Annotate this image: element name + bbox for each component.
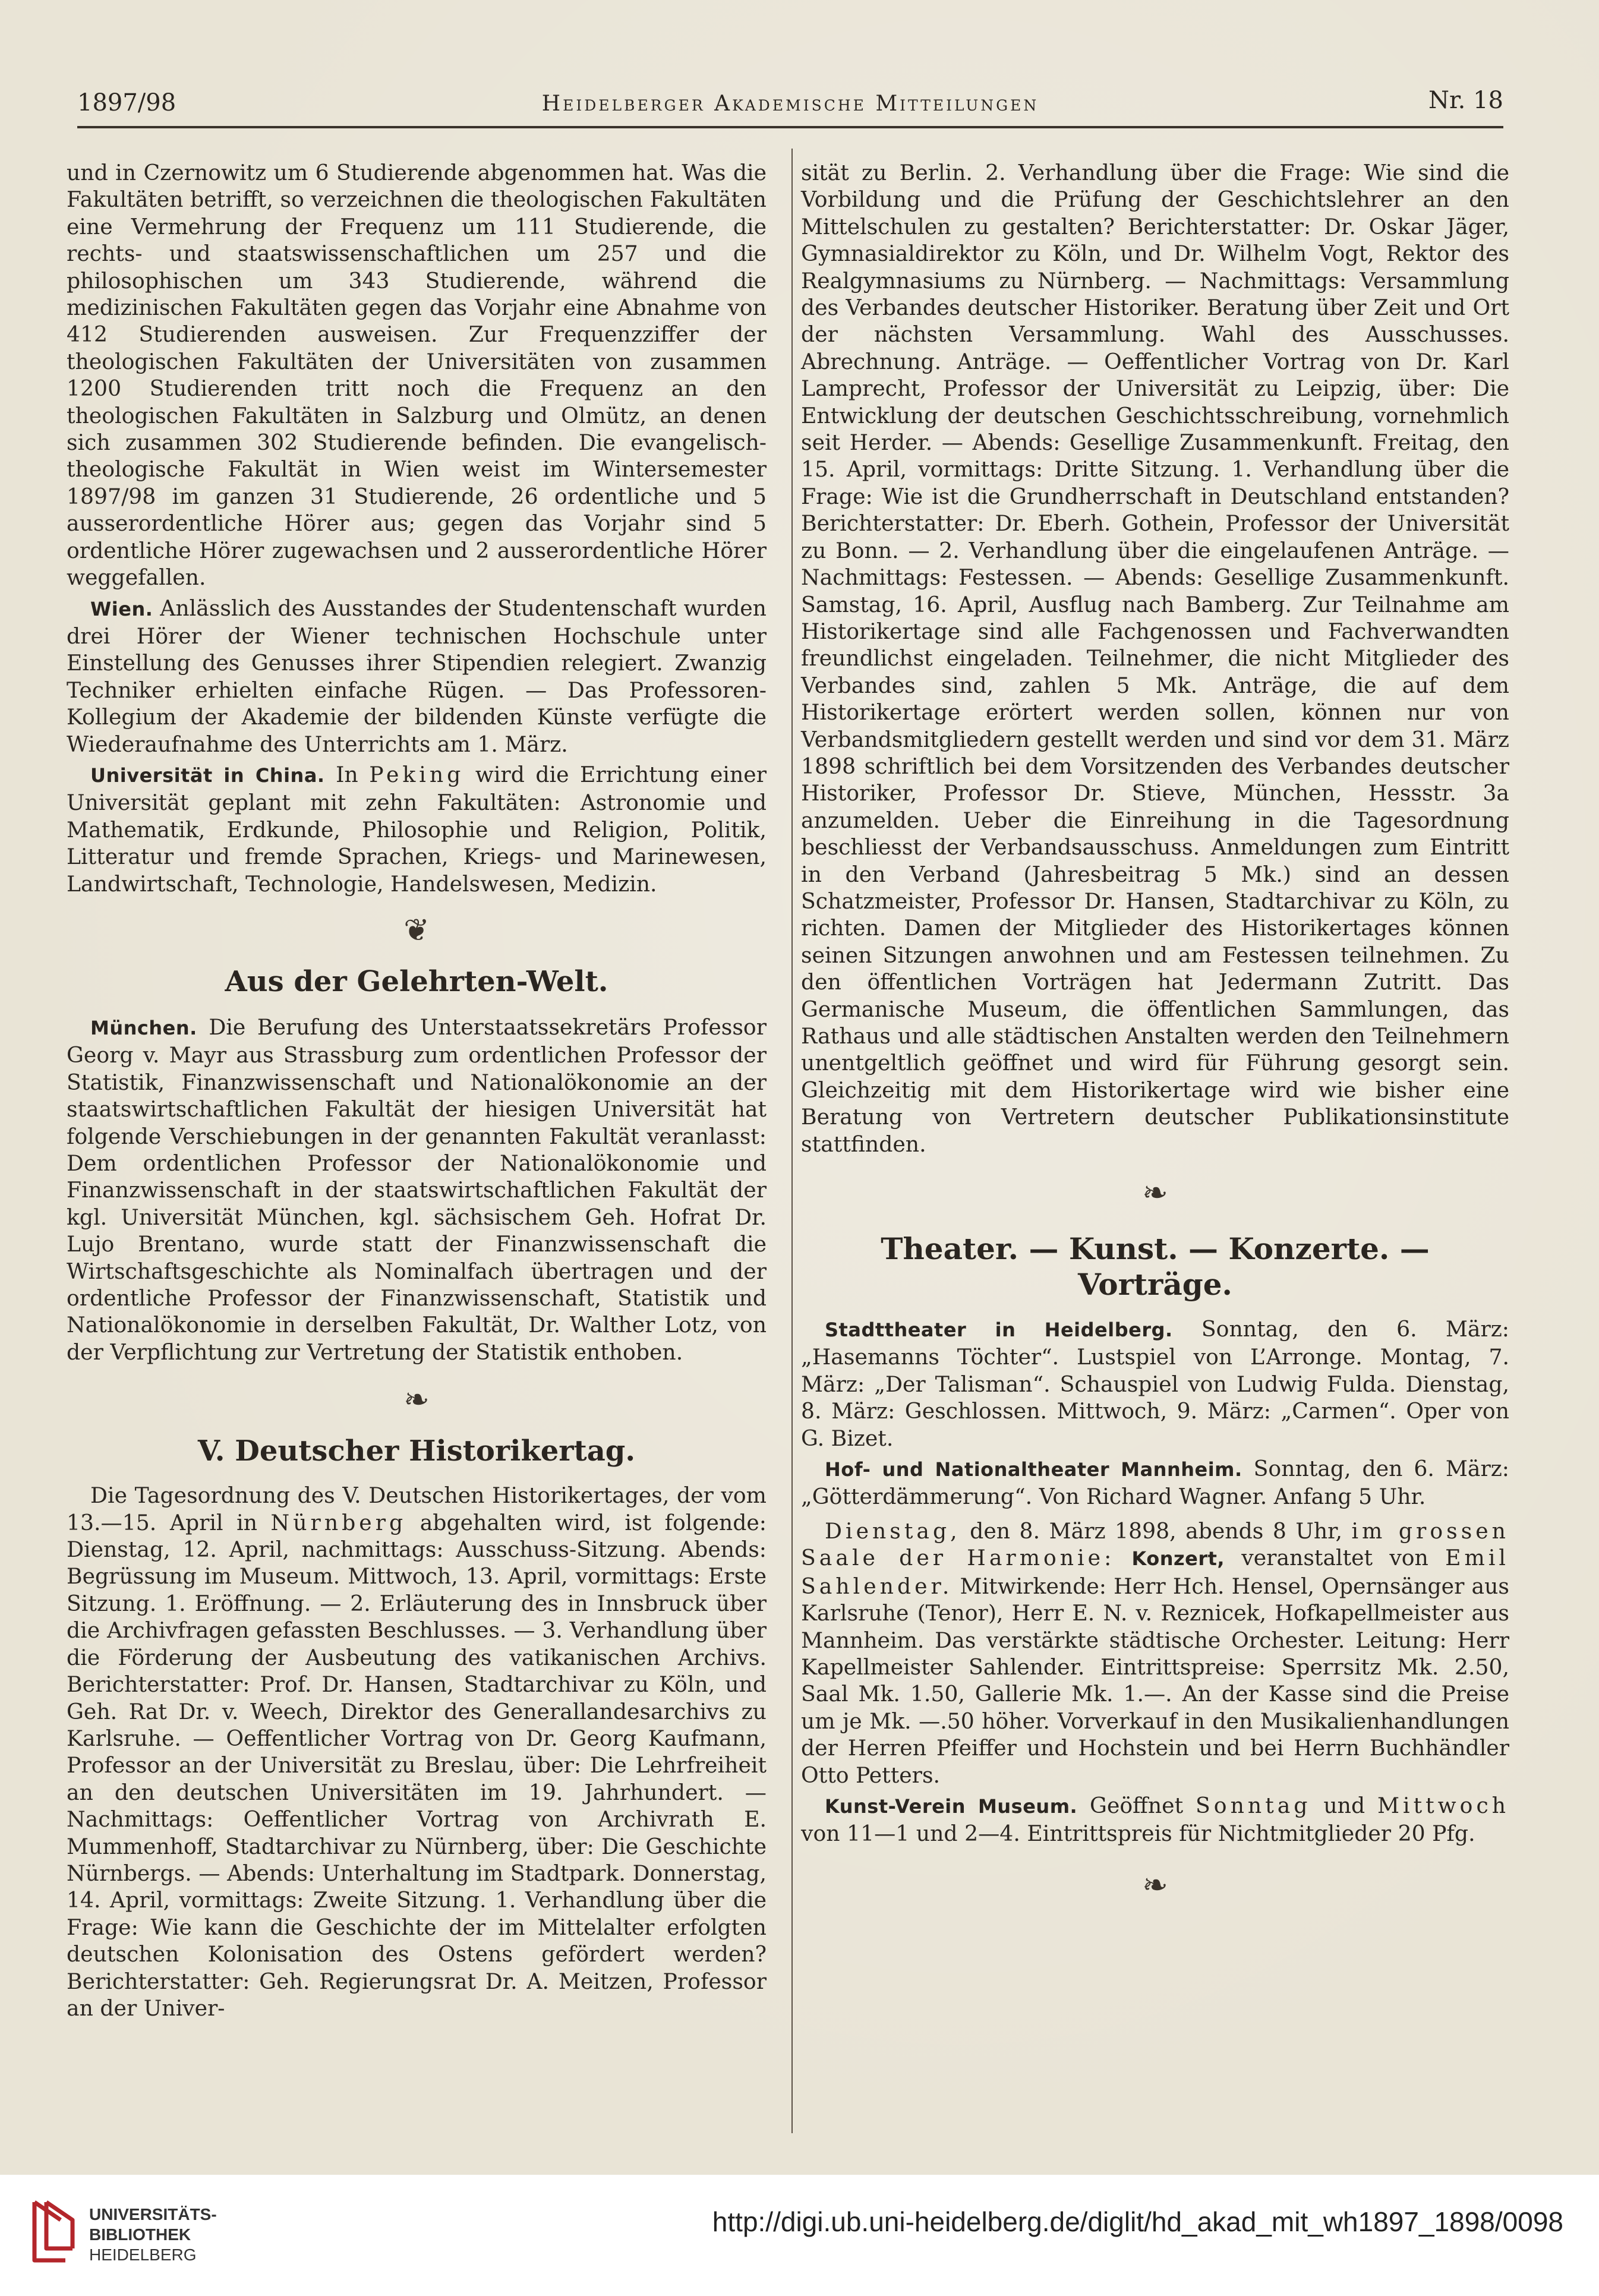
- logo-line-3: HEIDELBERG: [89, 2245, 197, 2264]
- paragraph-kunstverein: [801, 1792, 1509, 1847]
- spaced-dienstag: Dienstag,: [825, 1518, 961, 1544]
- china-text-a: In: [324, 761, 370, 787]
- paragraph-czernowitz: und in Czernowitz um 6 Studierende abgenommen hat. Was die Fakultäten betrifft, so verzeichnen die theologischen Fakultäten eine Vermehrung der Frequenz um 111 Studierende, die rechts- und staatswissenschaftlichen um 257 und die philosophischen um 343 Studierende, während die medizinischen Fakultäten gegen das Vorjahr eine Abnahme von 412 Studierenden ausweisen. Zur Frequenzziffer der theologischen Fakultäten der Universitäten von zusammen 1200 Studierenden tritt noch die Frequenz an den theologischen Fakultäten in Salzburg und Olmütz, an denen sich zusammen 302 Studierende befinden. Die evangelisch-theologische Fakultät in Wien weist im Wintersemester 1897/98 im ganzen 31 Studierende, 26 ordentliche und 5 ausserordentliche Hörer aus; gegen das Vorjahr sind 5 ordentliche Hörer zugewachsen und 2 ausserordentliche Hörer weggefallen.: [67, 160, 767, 591]
- hist-text-a: Die Tagesordnung des V. Deutschen Historikertages, der vom 13.—15. April in: [67, 1483, 767, 1535]
- nationaltheater-text: Sonntag, den 6. März: „Götterdämmerung“. Von Richard Wagner. Anfang 5 Uhr.: [801, 1456, 1510, 1510]
- paragraph-wien: [67, 595, 767, 758]
- paragraph-konzert: [801, 1518, 1509, 1789]
- wien-text: Anlässlich des Ausstandes der Studentenschaft wurden drei Hörer der Wiener technischen Hochschule unter Einstellung des Genusses ihrer Stipendien relegiert. Zwanzig Techniker erhielten einfache Rügen. — Das Professoren-Kollegium der Akademie der bildenden Künste verfügte die Wiederaufnahme des Unterrichts am 1. März.: [67, 595, 767, 757]
- kunst-text-b: und: [1311, 1792, 1377, 1818]
- heading-historikertag: V. Deutscher Historikertag.: [197, 1434, 636, 1468]
- bold-konzert: Konzert,: [1131, 1547, 1225, 1570]
- fleuron-ornament-icon: ❧: [1142, 1867, 1168, 1903]
- heading-gelehrten-welt: Aus der Gelehrten-Welt.: [225, 964, 608, 998]
- paragraph-historikertag-cont: sität zu Berlin. 2. Verhandlung über die Frage: Wie sind die Vorbildung und die Prüfung der Geschichtslehrer an den Mittelschulen zu gestalten? Berichterstatter: Dr. Oskar Jäger, Gymnasialdirektor zu Köln, und Dr. Wilhelm Vogt, Rektor des Realgymnasiums zu Nürnberg. — Nachmittags: Versammlung des Verbandes deutscher Historiker. Beratung über Zeit und Ort der nächsten Versammlung. Wahl des Ausschusses. Abrechnung. Anträge. — Oeffentlicher Vortrag von Dr. Karl Lamprecht, Professor der Universität zu Leipzig, über: Die Entwicklung der deutschen Geschichtsschreibung, vornehmlich seit Herder. — Abends: Gesellige Zusammenkunft. Freitag, den 15. April, vormittags: Dritte Sitzung. 1. Verhandlung über die Frage: Wie ist die Grundherrschaft in Deutschland entstanden? Berichterstatter: Dr. Eberh. Gothein, Professor der Universität zu Bonn. — 2. Verhandlung über die eingelaufenen Anträge. — Nachmittags: Festessen. — Abends: Gesellige Zusammenkunft. Samstag, 16. April, Ausflug nach Bamberg. Zur Teilnahme am Historikertage sind alle Fachgenossen und Fachverwandten freundlichst eingeladen. Teilnehmer, die nicht Mitglieder des Verbandes sind, zahlen 5 Mk. Anträge, die auf dem Historikertage erörtert werden sollen, können nur von Verbandsmitgliedern gestellt werden und sind vor dem 31. März 1898 schriftlich bei dem Vorsitzenden des Verbandes deutscher Historiker, Professor Dr. Stieve, München, Hessstr. 3a anzumelden. Ueber die Einreihung in die Tagesordnung beschliesst der Verbandsausschuss. Anmeldungen zum Eintritt in den Verband (Jahresbeitrag 5 Mk.) sind an dessen Schatzmeister, Professor Dr. Hansen, Stadtarchivar zu Köln, zu richten. Damen der Mitglieder des Historikertages können seinen Sitzungen anwohnen und am Festessen teilnehmen. Zu den öffentlichen Vorträgen hat Jedermann Zutritt. Das Germanische Museum, die öffentlichen Sammlungen, das Rathaus und alle städtischen Anstalten werden den Teilnehmern unentgeltlich geöffnet und wird für Führung gesorgt sein. Gleichzeitig mit dem Historikertage wird wie bisher eine Beratung von Vertretern deutscher Publikationsinstitute stattfinden.: [801, 160, 1509, 1157]
- page-header: [77, 77, 1503, 125]
- spaced-mittwoch: Mittwoch: [1377, 1792, 1510, 1818]
- hist-text-b: abgehalten wird, ist folgende: Dienstag, 12. April, nachmittags: Ausschuss-Sitzung. Abends: Begrüssung im Museum. Mittwoch, 13. April, vormittags: Erste Sitzung. 1. Eröffnung. — 2. Erläuterung des in Innsbruck über die Archivfragen gefassten Beschlusses. — 3. Verhandlung über die Förderung der Ausbeutung des vatikanischen Archivs. Berichterstatter: Prof. Dr. Hansen, Stadtarchivar zu Köln, und Geh. Rat Dr. v. Weech, Direktor des Generallandesarchivs zu Karlsruhe. — Oeffentlicher Vortrag von Dr. Georg Kaufmann, Professor an der Universität zu Breslau, über: Die Lehrfreiheit an den deutschen Universitäten im 19. Jahrhundert. — Nachmittags: Oeffentlicher Vortrag von Archivrath E. Mummenhoff, Stadtarchivar zu Nürnberg, über: Die Geschichte Nürnbergs. — Abends: Unterhaltung im Stadtpark. Donnerstag, 14. April, vormittags: Zweite Sitzung. 1. Verhandlung über die Frage: Wie kann die Geschichte der im Mittelalter erfolgten deutschen Kolonisation des Ostens gefördert werden? Berichterstatter: Geh. Regierungsrat Dr. A. Meitzen, Professor an der Univer-: [67, 1509, 767, 2021]
- page-header-volume: 1897/98: [77, 89, 176, 116]
- paragraph-china: [67, 761, 767, 897]
- fleuron-ornament-icon: ❧: [1142, 1175, 1168, 1212]
- page-header-number: Nr. 18: [1428, 87, 1503, 114]
- china-text-b: wird die Errichtung einer Universität geplant mit zehn Fakultäten: Astronomie und Mathematik, Erdkunde, Philosophie und Religion, Politik, Litteratur und fremde Sprachen, Kriegs- und Marinewesen, Landwirtschaft, Technologie, Handelswesen, Medizin.: [67, 761, 767, 897]
- lead-muenchen: München.: [90, 1016, 197, 1039]
- spaced-peking: Peking: [369, 761, 465, 787]
- konzert-text-e: veranstaltet von: [1225, 1545, 1446, 1571]
- paragraph-muenchen: [67, 1014, 767, 1365]
- fleuron-ornament-icon: ❧: [403, 1382, 430, 1418]
- spaced-sonntag: Sonntag: [1196, 1792, 1311, 1818]
- stadttheater-text: Sonntag, den 6. März: „Hasemanns Töchter“. Lustspiel von L’Arronge. Montag, 7. März: „Der Talisman“. Schauspiel von Ludwig Fulda. Dienstag, 8. März: Geschlossen. Mittwoch, 9. März: „Carmen“. Oper von G. Bizet.: [801, 1316, 1510, 1451]
- heading-theater: Theater. — Kunst. — Konzerte. — Vorträge.: [881, 1231, 1430, 1302]
- left-column: [67, 159, 767, 2021]
- paragraph-historikertag: [67, 1482, 767, 2021]
- column-rule: [791, 149, 793, 2133]
- spaced-harmonie: im grossen Saale der Harmonie:: [801, 1518, 1509, 1571]
- spaced-sahlender: Emil Sahlender.: [801, 1545, 1509, 1599]
- kunst-text-a: Geöffnet: [1077, 1792, 1196, 1818]
- spaced-nuernberg: Nürnberg: [270, 1509, 407, 1535]
- right-column: [801, 159, 1509, 1903]
- kunst-text-c: von 11—1 und 2—4. Eintrittspreis für Nichtmitglieder 20 Pfg.: [801, 1821, 1475, 1847]
- lead-kunstverein: Kunst-Verein Museum.: [825, 1794, 1078, 1818]
- konzert-text-f: Mitwirkende: Herr Hch. Hensel, Opernsänger aus Karlsruhe (Tenor), Herr E. N. v. Reznicek, Hofkapellmeister aus Mannheim. Das verstärkte städtische Orchester. Leitung: Herr Kapellmeister Sahlender. Eintrittspreise: Sperrsitz Mk. 2.50, Saal Mk. 1.50, Gallerie Mk. 1.—. An der Kasse sind die Preise um je Mk. —.50 höher. Vorverkauf in den Musikalienhandlungen der Herren Pfeiffer und Hochstein und bei Herrn Buchhändler Otto Petters.: [801, 1573, 1509, 1788]
- library-footer: [0, 2175, 1599, 2296]
- fleuron-ornament-icon: ❦: [403, 912, 430, 948]
- header-rule: [77, 126, 1503, 128]
- paragraph-stadttheater: [801, 1316, 1509, 1452]
- konzert-text-d: [1115, 1545, 1131, 1570]
- library-logo-icon[interactable]: [24, 2196, 83, 2267]
- paragraph-nationaltheater: [801, 1455, 1509, 1510]
- logo-line-1: UNIVERSITÄTS-: [89, 2205, 217, 2224]
- muenchen-text: Die Berufung des Unterstaatssekretärs Professor Georg v. Mayr aus Strassburg zum ordentlichen Professor der Statistik, Finanzwissenschaft und Nationalökonomie an der staatswirtschaftlichen Fakultät der hiesigen Universität hat folgende Verschiebungen in der genannten Fakultät veranlasst: Dem ordentlichen Professor der Nationalökonomie und Finanzwissenschaft in der staatswirtschaftlichen Fakultät der kgl. Universität München, kgl. sächsischem Geh. Hofrat Dr. Lujo Brentano, wurde statt der Finanzwissenschaft die Wirtschaftsgeschichte als Nominalfach übertragen und der ordentliche Professor der Finanzwissenschaft, Statistik und Nationalökonomie in derselben Fakultät, Dr. Walther Lotz, von der Verpflichtung zur Vertretung der Statistik enthoben.: [67, 1014, 767, 1365]
- page-header-title: Heidelberger Akademische Mitteilungen: [541, 92, 1039, 116]
- logo-line-2: BIBLIOTHEK: [89, 2225, 191, 2244]
- lead-china: Universität in China.: [90, 764, 325, 787]
- lead-nationaltheater: Hof- und Nationaltheater Mannheim.: [825, 1458, 1242, 1481]
- library-logo-text[interactable]: [89, 2204, 217, 2265]
- lead-stadttheater: Stadttheater in Heidelberg.: [825, 1319, 1173, 1342]
- konzert-text-b: den 8. März 1898, abends 8 Uhr,: [960, 1518, 1352, 1544]
- lead-wien: Wien.: [90, 597, 153, 620]
- source-url-link[interactable]: http://digi.ub.uni-heidelberg.de/diglit/hd_akad_mit_wh1897_1898/0098: [712, 2206, 1563, 2237]
